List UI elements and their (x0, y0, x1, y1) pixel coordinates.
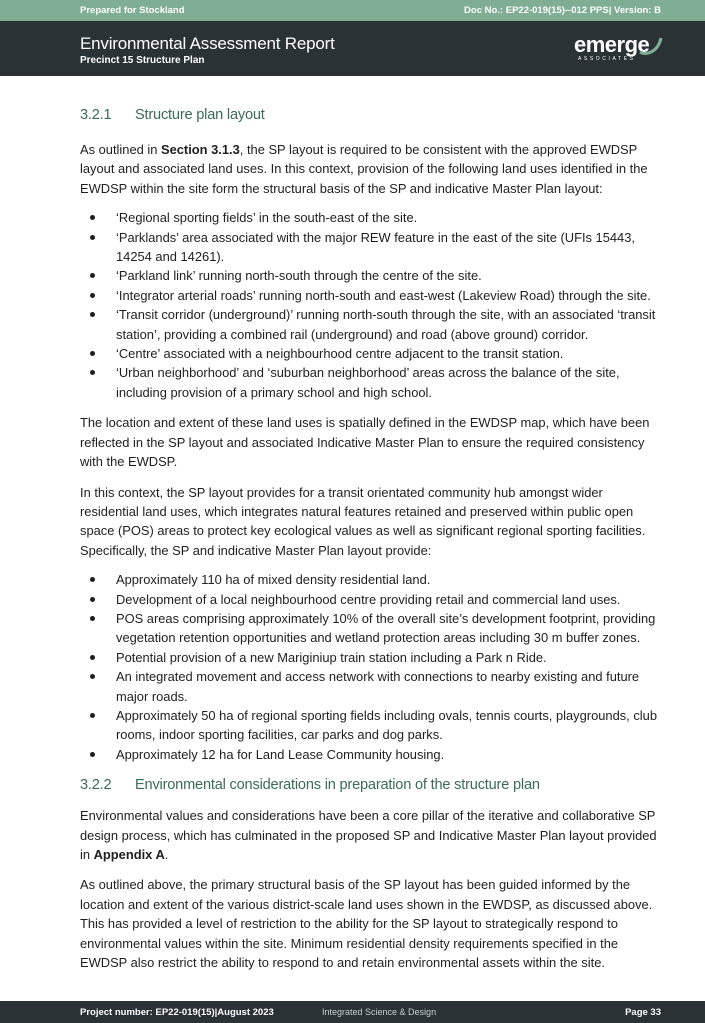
section-number: 3.2.1 (80, 107, 112, 123)
top-strip (0, 0, 705, 21)
list-item: ‘Parklands’ area associated with the major REW feature in the east of the site (UFIs 15443, 14254 and 14261). (80, 228, 665, 267)
report-header (0, 21, 705, 76)
doc-info: Doc No.: EP22-019(15)--012 PPS| Version: B (464, 5, 661, 16)
paragraph: In this context, the SP layout provides for a transit orientated community hub amongst wider residential land uses, which integrates natural features retained and preserved within public open space (POS) areas to protect key ecological values as well as significant regional sporting facilities. Specifically, the SP and indicative Master Plan layout provide: (80, 484, 646, 558)
list-item: Approximately 110 ha of mixed density residential land. (80, 570, 665, 589)
list-item: Development of a local neighbourhood centre providing retail and commercial land uses. (80, 590, 665, 609)
intro-text-start: As outlined in (80, 142, 161, 157)
page-content (80, 106, 665, 972)
paragraph (80, 806, 665, 864)
prepared-for: Prepared for Stockland (80, 5, 185, 16)
report-subtitle: Precinct 15 Structure Plan (80, 55, 205, 66)
report-title: Environmental Assessment Report (80, 34, 335, 53)
list-item: ‘Parkland link’ running north-south through the centre of the site. (80, 266, 665, 285)
list-item: Potential provision of a new Mariginiup train station including a Park n Ride. (80, 648, 665, 667)
paragraph: The location and extent of these land uses is spatially defined in the EWDSP map, which have been reflected in the SP layout and associated Indicative Master Plan to ensure the required consistency with the EWDSP. (80, 415, 650, 470)
land-use-list (80, 208, 665, 402)
logo-subtitle: ASSOCIATES (578, 56, 636, 62)
appendix-reference: Appendix A (93, 847, 165, 862)
list-item: Approximately 50 ha of regional sporting fields including ovals, tennis courts, playgrounds, club rooms, indoor sporting facilities, car parks and dog parks. (80, 706, 665, 745)
list-item: POS areas comprising approximately 10% of the overall site’s development footprint, providing vegetation retention opportunities and wetland protection areas including 30 m buffer zones. (80, 609, 665, 648)
section-title: Environmental considerations in preparation of the structure plan (135, 777, 540, 794)
list-item: ‘Integrator arterial roads’ running north-south and east-west (Lakeview Road) through the site. (80, 286, 665, 305)
paragraph: As outlined above, the primary structural basis of the SP layout has been guided informed by the location and extent of the various district-scale land uses shown in the EWDSP, as discussed above. This has provided a level of restriction to the ability for the SP layout to strategically respond to environmental values within the site. Minimum residential density requirements specified in the EWDSP also restrict the ability to respond to and retain environmental assets within the site. (80, 877, 653, 971)
emerge-logo (574, 32, 664, 66)
intro-paragraph (80, 140, 665, 198)
footer-tagline: Integrated Science & Design (322, 1007, 437, 1017)
list-item: ‘Centre’ associated with a neighbourhood centre adjacent to the transit station. (80, 344, 665, 363)
page-number: Page 33 (625, 1007, 661, 1018)
list-item: An integrated movement and access network with connections to nearby existing and future major roads. (80, 667, 665, 706)
paragraph-text-start: Environmental values and considerations have been a core pillar of the iterative and collaborative SP design process, which has culminated in the proposed SP and Indicative Master Plan layout provided in (80, 808, 657, 862)
paragraph-text-end: . (164, 847, 169, 862)
project-number: Project number: EP22-019(15)|August 2023 (80, 1007, 274, 1018)
section-title: Structure plan layout (135, 107, 265, 123)
section-number: 3.2.2 (80, 777, 112, 794)
section-reference: Section 3.1.3 (160, 142, 240, 157)
list-item: Approximately 12 ha for Land Lease Community housing. (80, 745, 665, 764)
list-item: ‘Urban neighborhood’ and ‘suburban neighborhood’ areas across the balance of the site, including provision of a primary school and high school. (80, 363, 665, 402)
section-heading-3-2-2 (80, 776, 665, 800)
section-heading-3-2-1 (80, 106, 665, 132)
list-item: ‘Regional sporting fields’ in the south-east of the site. (80, 208, 665, 227)
intro-text-end: , the SP layout is required to be consistent with the approved EWDSP layout and associated land uses. In this context, provision of the following land uses identified in the EWDSP within the site form the structural basis of the SP and indicative Master Plan layout: (80, 142, 648, 196)
provisions-list (80, 570, 665, 764)
list-item: ‘Transit corridor (underground)’ running north-south through the site, with an associated ‘transit station’, providing a combined rail (underground) and road (above ground) corridor. (80, 305, 665, 344)
logo-wordmark: emerge (574, 32, 650, 57)
logo-swoosh-icon (636, 32, 664, 58)
page-footer (0, 1001, 705, 1023)
